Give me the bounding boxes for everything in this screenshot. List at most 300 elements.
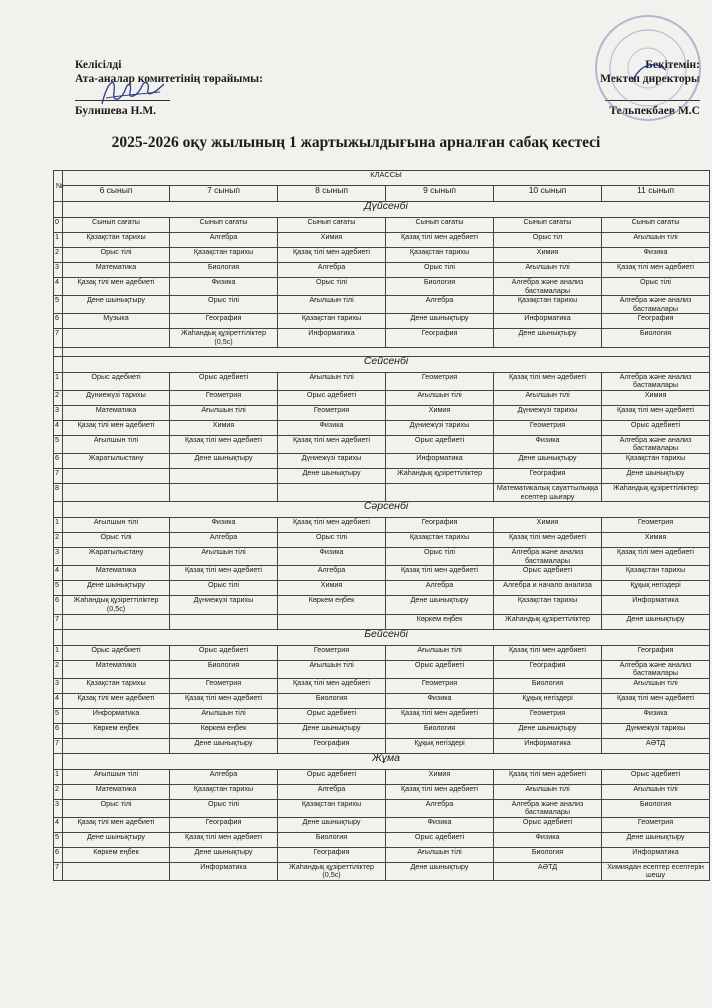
lesson-cell: Қазақстан тарихы <box>386 533 494 548</box>
lesson-cell: Биология <box>386 278 494 296</box>
lesson-cell: Физика <box>494 435 602 453</box>
lesson-cell <box>278 614 386 629</box>
lesson-cell: Орыс тіл <box>494 233 602 248</box>
lesson-cell: Биология <box>602 329 710 347</box>
lesson-cell: Ағылшын тілі <box>386 390 494 405</box>
lesson-cell: Ағылшын тілі <box>63 518 170 533</box>
lesson-number: 7 <box>54 738 63 753</box>
lesson-cell <box>63 862 170 880</box>
table-row <box>54 581 710 596</box>
lesson-cell: Алгебра <box>278 566 386 581</box>
lesson-cell: География <box>602 645 710 660</box>
lesson-cell: Сынып сағаты <box>170 218 278 233</box>
table-row <box>54 723 710 738</box>
lesson-cell: География <box>602 314 710 329</box>
lesson-cell <box>170 468 278 483</box>
table-row <box>54 453 710 468</box>
table-row <box>54 784 710 799</box>
lesson-cell: Ағылшын тілі <box>386 645 494 660</box>
lesson-cell: Геометрия <box>386 372 494 390</box>
lesson-cell: Ағылшын тілі <box>170 708 278 723</box>
lesson-cell: Математика <box>63 405 170 420</box>
lesson-number: 6 <box>54 314 63 329</box>
lesson-cell: Қазақстан тарихы <box>63 233 170 248</box>
lesson-cell: Қазақ тілі мен әдебиеті <box>494 533 602 548</box>
lesson-cell: Биология <box>494 678 602 693</box>
lesson-cell: Ағылшын тілі <box>602 784 710 799</box>
table-row <box>54 233 710 248</box>
lesson-cell: Дене шынықтыру <box>63 296 170 314</box>
table-row <box>54 263 710 278</box>
lesson-cell: Көркем еңбек <box>278 596 386 614</box>
lesson-cell: Қазақ тілі мен әдебиеті <box>278 435 386 453</box>
lesson-number: 1 <box>54 518 63 533</box>
lesson-number: 6 <box>54 847 63 862</box>
table-row <box>54 708 710 723</box>
lesson-cell: Информатика <box>494 738 602 753</box>
lesson-number: 4 <box>54 817 63 832</box>
lesson-cell: География <box>278 738 386 753</box>
lesson-cell: Физика <box>386 817 494 832</box>
lesson-cell: Орыс әдебиеті <box>386 435 494 453</box>
lesson-cell: Дене шынықтыру <box>494 329 602 347</box>
lesson-number: 3 <box>54 678 63 693</box>
lesson-number: 7 <box>54 468 63 483</box>
lesson-cell: Қазақ тілі мен әдебиеті <box>170 693 278 708</box>
lesson-cell: География <box>494 660 602 678</box>
table-row <box>54 483 710 501</box>
lesson-number: 8 <box>54 483 63 501</box>
lesson-cell: Ағылшын тілі <box>494 784 602 799</box>
day-row-spacer <box>54 753 63 769</box>
lesson-cell: Химия <box>170 420 278 435</box>
committee-chair-label: Ата-аналар комитетінің төрайымы: <box>75 73 263 85</box>
day-row-spacer <box>54 202 63 218</box>
lesson-cell: Математика <box>63 566 170 581</box>
day-name: Бейсенбі <box>63 629 710 645</box>
day-row-spacer <box>54 356 63 372</box>
lesson-cell: География <box>170 314 278 329</box>
lesson-cell: Орыс әдебиеті <box>170 372 278 390</box>
lesson-cell: Физика <box>494 832 602 847</box>
lesson-cell: Физика <box>602 248 710 263</box>
lesson-cell: Орыс әдебиеті <box>602 769 710 784</box>
lesson-cell: Математикалық сауаттылыққа есептер шығару <box>494 483 602 501</box>
lesson-cell: Биология <box>602 799 710 817</box>
lesson-cell: Сынып сағаты <box>63 218 170 233</box>
lesson-cell: Қазақ тілі мен әдебиеті <box>63 817 170 832</box>
lesson-number: 0 <box>54 218 63 233</box>
lesson-cell: Химия <box>494 518 602 533</box>
lesson-cell <box>63 738 170 753</box>
day-name: Сейсенбі <box>63 356 710 372</box>
school-stamp <box>592 12 704 124</box>
lesson-cell: Орыс тілі <box>170 581 278 596</box>
grade-header: 7 сынып <box>170 186 278 202</box>
lesson-cell: Химия <box>278 581 386 596</box>
lesson-cell: Биология <box>494 847 602 862</box>
lesson-cell: Қазақ тілі мен әдебиеті <box>386 566 494 581</box>
lesson-cell: Информатика <box>278 329 386 347</box>
lesson-cell: Көркем еңбек <box>63 723 170 738</box>
table-row <box>54 329 710 347</box>
lesson-number: 5 <box>54 832 63 847</box>
lesson-cell: Құқық негіздері <box>494 693 602 708</box>
lesson-cell: Қазақ тілі мен әдебиеті <box>63 420 170 435</box>
lesson-cell: Жаһандық құзіреттіліктер <box>602 483 710 501</box>
lesson-cell: Математика <box>63 263 170 278</box>
table-row <box>54 435 710 453</box>
lesson-cell: Геометрия <box>386 678 494 693</box>
lesson-cell: Алгебра и начало анализа <box>494 581 602 596</box>
day-row-spacer <box>54 629 63 645</box>
lesson-cell: Ағылшын тілі <box>602 678 710 693</box>
lesson-cell: Орыс әдебиеті <box>278 390 386 405</box>
lesson-number: 3 <box>54 405 63 420</box>
lesson-cell: Дүниежүзі тарихы <box>602 723 710 738</box>
lesson-cell: Ағылшын тілі <box>278 296 386 314</box>
lesson-cell: Алгебра және анализ бастамалары <box>602 435 710 453</box>
table-row <box>54 390 710 405</box>
lesson-cell: Дене шынықтыру <box>494 723 602 738</box>
lesson-number: 2 <box>54 660 63 678</box>
spacer <box>54 347 63 356</box>
lesson-cell: Орыс тілі <box>170 799 278 817</box>
table-row <box>54 769 710 784</box>
lesson-number: 1 <box>54 233 63 248</box>
lesson-cell: Жаһандық құзіреттіліктер <box>386 468 494 483</box>
classes-header: КЛАССЫ <box>63 171 710 186</box>
table-row <box>54 468 710 483</box>
lesson-cell: Қазақ тілі мен әдебиеті <box>278 678 386 693</box>
lesson-cell: Дене шынықтыру <box>170 738 278 753</box>
table-row <box>54 296 710 314</box>
lesson-cell: Алгебра және анализ бастамалары <box>602 372 710 390</box>
lesson-cell: География <box>386 518 494 533</box>
lesson-cell: Ағылшын тілі <box>494 263 602 278</box>
lesson-cell: Орыс тілі <box>63 799 170 817</box>
lesson-cell: Химиядан есептер есептерін шешу <box>602 862 710 880</box>
lesson-cell: Дене шынықтыру <box>63 832 170 847</box>
lesson-cell: Информатика <box>494 314 602 329</box>
lesson-cell: Алгебра және анализ бастамалары <box>494 799 602 817</box>
lesson-cell: Информатика <box>602 596 710 614</box>
lesson-cell: Орыс тілі <box>63 533 170 548</box>
lesson-cell: Химия <box>386 769 494 784</box>
lesson-number: 6 <box>54 723 63 738</box>
lesson-cell: Қазақ тілі мен әдебиеті <box>602 263 710 278</box>
table-row <box>54 678 710 693</box>
table-row <box>54 614 710 629</box>
lesson-cell: Алгебра <box>170 233 278 248</box>
lesson-cell: Математика <box>63 660 170 678</box>
table-row <box>54 862 710 880</box>
lesson-cell: Дене шынықтыру <box>386 862 494 880</box>
lesson-cell: Қазақстан тарихы <box>278 314 386 329</box>
lesson-cell: Музыка <box>63 314 170 329</box>
lesson-cell: Дене шынықтыру <box>170 847 278 862</box>
lesson-cell: Орыс тілі <box>170 296 278 314</box>
table-row <box>54 420 710 435</box>
lesson-number: 1 <box>54 372 63 390</box>
lesson-cell: Дүниежүзі тарихы <box>63 390 170 405</box>
lesson-cell: Орыс әдебиеті <box>278 708 386 723</box>
lesson-cell: Орыс әдебиеті <box>494 817 602 832</box>
table-row <box>54 693 710 708</box>
lesson-cell: Көркем еңбек <box>63 847 170 862</box>
lesson-number: 5 <box>54 581 63 596</box>
lesson-cell: Қазақ тілі мен әдебиеті <box>170 566 278 581</box>
lesson-cell: Жаратылыстану <box>63 453 170 468</box>
table-row <box>54 799 710 817</box>
lesson-cell: Қазақстан тарихы <box>494 596 602 614</box>
lesson-cell: Қазақстан тарихы <box>278 799 386 817</box>
lesson-cell: Физика <box>602 708 710 723</box>
lesson-number: 1 <box>54 645 63 660</box>
lesson-cell: Жаһандық құзіреттіліктер <box>494 614 602 629</box>
director-name: Тельпекбаев М.С <box>609 105 700 117</box>
lesson-cell: Геометрия <box>602 518 710 533</box>
lesson-cell: Математика <box>63 784 170 799</box>
lesson-number: 5 <box>54 435 63 453</box>
table-row <box>54 278 710 296</box>
lesson-cell: Химия <box>386 405 494 420</box>
document-title: 2025-2026 оқу жылының 1 жартыжылдығына арналған сабақ кестесі <box>111 134 601 151</box>
lesson-cell: Орыс тілі <box>602 278 710 296</box>
lesson-cell: Қазақ тілі мен әдебиеті <box>170 832 278 847</box>
lesson-number: 2 <box>54 390 63 405</box>
grade-header: 11 сынып <box>602 186 710 202</box>
lesson-cell: Алгебра және анализ бастамалары <box>494 548 602 566</box>
lesson-cell: Химия <box>494 248 602 263</box>
lesson-cell: Дене шынықтыру <box>278 723 386 738</box>
grade-header: 10 сынып <box>494 186 602 202</box>
lesson-cell: Биология <box>278 832 386 847</box>
table-row <box>54 645 710 660</box>
table-row <box>54 248 710 263</box>
lesson-number: 4 <box>54 566 63 581</box>
lesson-cell: Химия <box>602 390 710 405</box>
lesson-cell <box>63 468 170 483</box>
lesson-cell: Алгебра <box>386 799 494 817</box>
lesson-number: 6 <box>54 453 63 468</box>
lesson-cell: Ағылшын тілі <box>602 233 710 248</box>
table-row <box>54 738 710 753</box>
lesson-cell: Ағылшын тілі <box>494 390 602 405</box>
lesson-cell: Ағылшын тілі <box>278 372 386 390</box>
director-label: Мектеп директоры <box>600 73 700 85</box>
lesson-cell: Ағылшын тілі <box>170 548 278 566</box>
lesson-cell: Дүниежүзі тарихы <box>278 453 386 468</box>
lesson-cell: Орыс тілі <box>386 548 494 566</box>
lesson-cell: Алгебра <box>278 263 386 278</box>
day-name: Сәрсенбі <box>63 502 710 518</box>
lesson-cell: Геометрия <box>278 405 386 420</box>
number-column-header: № <box>54 171 63 202</box>
lesson-cell: Физика <box>386 693 494 708</box>
lesson-cell: Дүниежүзі тарихы <box>494 405 602 420</box>
schedule-table <box>53 170 710 881</box>
lesson-cell: Жаратылыстану <box>63 548 170 566</box>
lesson-cell <box>170 483 278 501</box>
day-name: Дүйсенбі <box>63 202 710 218</box>
lesson-cell <box>278 483 386 501</box>
lesson-cell: Алгебра <box>386 296 494 314</box>
lesson-cell: Геометрия <box>494 708 602 723</box>
lesson-cell: Дене шынықтыру <box>278 468 386 483</box>
lesson-cell: Биология <box>170 660 278 678</box>
lesson-cell: Қазақ тілі мен әдебиеті <box>278 518 386 533</box>
lesson-cell: Қазақ тілі мен әдебиеті <box>494 372 602 390</box>
lesson-cell: Сынып сағаты <box>278 218 386 233</box>
lesson-cell: Қазақстан тарихы <box>386 248 494 263</box>
lesson-cell: Химия <box>278 233 386 248</box>
agreed-label: Келісілді <box>75 59 122 71</box>
lesson-cell: Геометрия <box>278 645 386 660</box>
lesson-cell: Информатика <box>170 862 278 880</box>
lesson-number: 7 <box>54 614 63 629</box>
table-row <box>54 566 710 581</box>
lesson-cell: Қазақ тілі мен әдебиеті <box>63 693 170 708</box>
lesson-cell: Алгебра және анализ бастамалары <box>602 296 710 314</box>
lesson-cell: Химия <box>602 533 710 548</box>
lesson-cell: Орыс әдебиеті <box>386 832 494 847</box>
lesson-number: 4 <box>54 278 63 296</box>
lesson-cell: Алгебра <box>170 769 278 784</box>
grade-header: 9 сынып <box>386 186 494 202</box>
table-row <box>54 660 710 678</box>
lesson-cell: География <box>170 817 278 832</box>
lesson-cell: Орыс әдебиеті <box>63 372 170 390</box>
lesson-cell: Қазақ тілі мен әдебиеті <box>602 548 710 566</box>
table-row <box>54 596 710 614</box>
lesson-cell: Қазақстан тарихы <box>170 784 278 799</box>
lesson-cell: Алгебра және анализ бастамалары <box>494 278 602 296</box>
approve-label: Бекітемін: <box>645 59 700 71</box>
lesson-cell <box>170 614 278 629</box>
lesson-cell: Орыс тілі <box>278 278 386 296</box>
lesson-number: 4 <box>54 420 63 435</box>
lesson-cell: Орыс әдебиеті <box>278 769 386 784</box>
lesson-cell: Көркем еңбек <box>386 614 494 629</box>
table-row <box>54 372 710 390</box>
lesson-cell: Қазақ тілі мен әдебиеті <box>386 784 494 799</box>
lesson-cell: Орыс тілі <box>386 263 494 278</box>
lesson-cell: Биология <box>386 723 494 738</box>
day-name: Жұма <box>63 753 710 769</box>
lesson-cell <box>63 483 170 501</box>
table-row <box>54 847 710 862</box>
lesson-number: 5 <box>54 708 63 723</box>
lesson-cell: Қазақстан тарихы <box>170 248 278 263</box>
lesson-number: 3 <box>54 548 63 566</box>
lesson-cell: Жаһандық құзіреттіліктер (0,5с) <box>63 596 170 614</box>
lesson-cell: Дене шынықтыру <box>386 314 494 329</box>
lesson-cell: Қазақ тілі мен әдебиеті <box>602 693 710 708</box>
lesson-cell: Құқық негіздері <box>602 581 710 596</box>
lesson-cell: Дене шынықтыру <box>386 596 494 614</box>
lesson-cell: Қазақстан тарихы <box>602 453 710 468</box>
lesson-cell: Физика <box>170 518 278 533</box>
signature-left <box>98 70 168 112</box>
table-row <box>54 405 710 420</box>
lesson-cell: Алгебра <box>386 581 494 596</box>
lesson-cell: Қазақстан тарихы <box>602 566 710 581</box>
lesson-cell: Геометрия <box>170 678 278 693</box>
lesson-cell: Орыс әдебиеті <box>386 660 494 678</box>
lesson-cell: Информатика <box>63 708 170 723</box>
table-row <box>54 314 710 329</box>
table-row <box>54 518 710 533</box>
lesson-cell: Дүниежүзі тарихы <box>386 420 494 435</box>
lesson-cell: Дене шынықтыру <box>602 614 710 629</box>
lesson-cell: География <box>278 847 386 862</box>
lesson-cell: АӘТД <box>494 862 602 880</box>
lesson-cell: Қазақ тілі мен әдебиеті <box>63 278 170 296</box>
lesson-cell: Қазақ тілі мен әдебиеті <box>494 645 602 660</box>
lesson-number: 3 <box>54 799 63 817</box>
lesson-number: 2 <box>54 248 63 263</box>
lesson-cell: Дене шынықтыру <box>602 468 710 483</box>
lesson-cell: География <box>494 468 602 483</box>
lesson-number: 7 <box>54 329 63 347</box>
day-row-spacer <box>54 502 63 518</box>
lesson-cell: Физика <box>278 420 386 435</box>
lesson-cell: Биология <box>170 263 278 278</box>
lesson-cell: Дене шынықтыру <box>63 581 170 596</box>
lesson-number: 2 <box>54 784 63 799</box>
lesson-cell: Физика <box>278 548 386 566</box>
lesson-cell: Геометрия <box>602 817 710 832</box>
lesson-cell: Сынып сағаты <box>494 218 602 233</box>
lesson-number: 2 <box>54 533 63 548</box>
lesson-cell: Дене шынықтыру <box>494 453 602 468</box>
lesson-number: 4 <box>54 693 63 708</box>
lesson-cell: Биология <box>278 693 386 708</box>
table-row <box>54 218 710 233</box>
lesson-cell: Орыс әдебиеті <box>170 645 278 660</box>
lesson-cell: АӘТД <box>602 738 710 753</box>
lesson-cell: Қазақ тілі мен әдебиеті <box>278 248 386 263</box>
chair-name: Булишева Н.М. <box>75 105 157 117</box>
lesson-cell: Орыс тілі <box>278 533 386 548</box>
lesson-cell: Ағылшын тілі <box>170 405 278 420</box>
table-row <box>54 548 710 566</box>
lesson-cell: Көркем еңбек <box>170 723 278 738</box>
lesson-cell: Дене шынықтыру <box>602 832 710 847</box>
lesson-cell: Дене шынықтыру <box>278 817 386 832</box>
lesson-number: 1 <box>54 769 63 784</box>
lesson-cell: Жаһандық құзіреттіліктер (0,5с) <box>278 862 386 880</box>
grade-header: 8 сынып <box>278 186 386 202</box>
lesson-cell: Ағылшын тілі <box>63 435 170 453</box>
grade-header: 6 сынып <box>63 186 170 202</box>
lesson-cell: Информатика <box>602 847 710 862</box>
table-row <box>54 817 710 832</box>
lesson-cell: Жаһандық құзіреттіліктер (0,5с) <box>170 329 278 347</box>
lesson-number: 5 <box>54 296 63 314</box>
lesson-number: 3 <box>54 263 63 278</box>
lesson-cell: Қазақ тілі мен әдебиеті <box>386 233 494 248</box>
lesson-cell: Физика <box>170 278 278 296</box>
lesson-cell: Орыс әдебиеті <box>602 420 710 435</box>
lesson-cell: Геометрия <box>170 390 278 405</box>
lesson-cell: Орыс әдебиеті <box>63 645 170 660</box>
lesson-cell: Орыс әдебиеті <box>494 566 602 581</box>
lesson-cell <box>63 614 170 629</box>
lesson-number: 7 <box>54 862 63 880</box>
table-row <box>54 533 710 548</box>
